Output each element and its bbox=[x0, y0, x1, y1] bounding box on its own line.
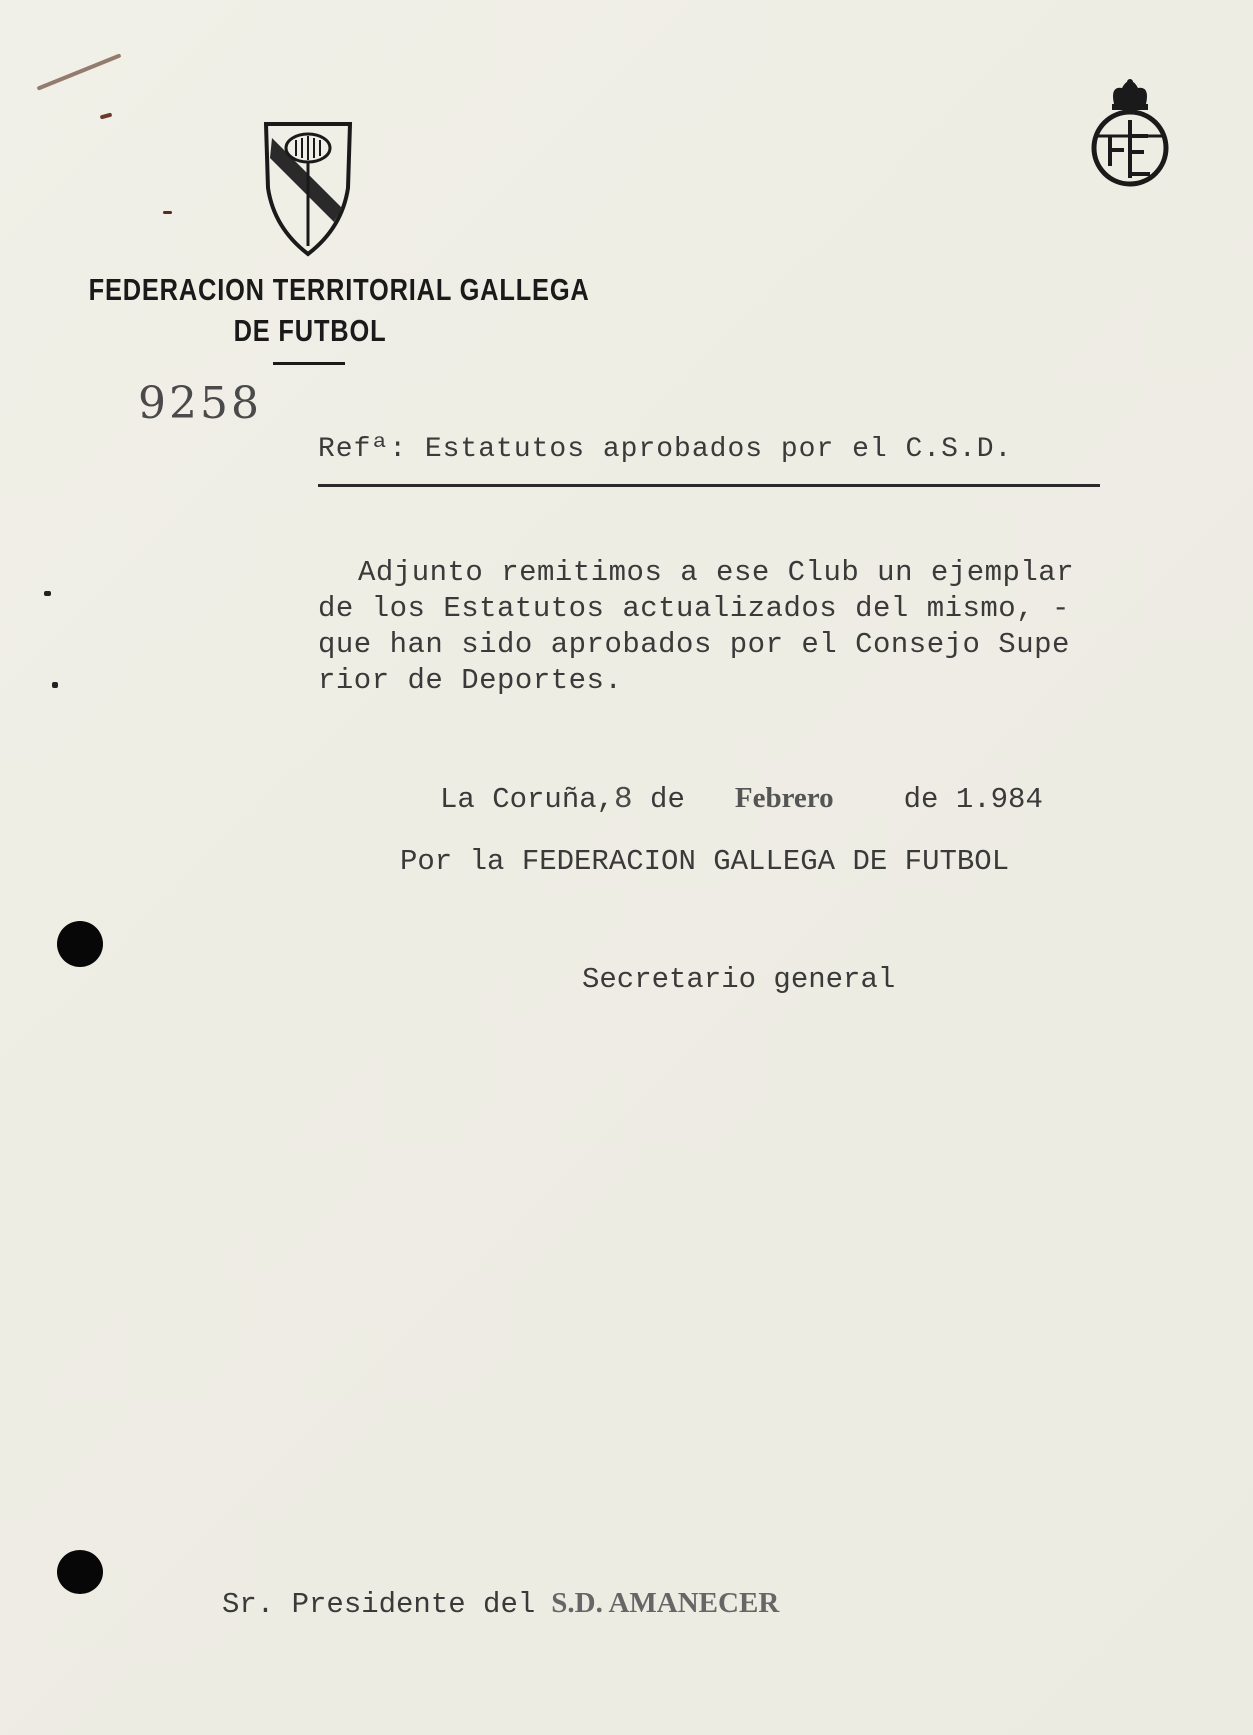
date-place: La Coruña, bbox=[440, 783, 615, 816]
galician-shield-icon bbox=[262, 118, 354, 258]
crowned-crest-icon bbox=[1088, 78, 1172, 190]
document-number: 9258 bbox=[138, 378, 262, 429]
reference-line: Refª: Estatutos aprobados por el C.S.D. bbox=[318, 434, 1013, 465]
reference-underline bbox=[318, 484, 1100, 487]
signatory-title: Secretario general bbox=[582, 963, 896, 996]
date-de: de bbox=[650, 783, 685, 816]
punch-hole-upper bbox=[57, 921, 103, 967]
body-line: de los Estatutos actualizados del mismo, - bbox=[318, 592, 1070, 625]
addressee-prefix: Sr. Presidente del bbox=[222, 1588, 536, 1621]
paper-mark bbox=[44, 591, 51, 596]
date-day: 8 bbox=[614, 782, 633, 817]
paper-mark bbox=[37, 53, 122, 90]
letter-body bbox=[318, 555, 1178, 699]
organization-name-line2: DE FUTBOL bbox=[233, 313, 387, 348]
date-month-stamp: Febrero bbox=[734, 782, 834, 814]
body-line: que han sido aprobados por el Consejo Supe bbox=[318, 628, 1070, 661]
paper-mark bbox=[100, 113, 113, 120]
organization-name-line1: FEDERACION TERRITORIAL GALLEGA bbox=[88, 272, 590, 307]
on-behalf-line: Por la FEDERACION GALLEGA DE FUTBOL bbox=[400, 845, 1010, 878]
date-line bbox=[440, 782, 1043, 817]
body-line: Adjunto remitimos a ese Club un ejemplar bbox=[358, 556, 1075, 589]
punch-hole-lower bbox=[57, 1550, 103, 1594]
body-line: rior de Deportes. bbox=[318, 664, 623, 697]
paper-mark bbox=[52, 682, 58, 688]
header-divider bbox=[273, 362, 345, 365]
addressee-line bbox=[222, 1587, 779, 1621]
paper-mark bbox=[163, 211, 172, 214]
addressee-club-stamp: S.D. AMANECER bbox=[551, 1587, 780, 1619]
date-year: de 1.984 bbox=[903, 783, 1043, 816]
